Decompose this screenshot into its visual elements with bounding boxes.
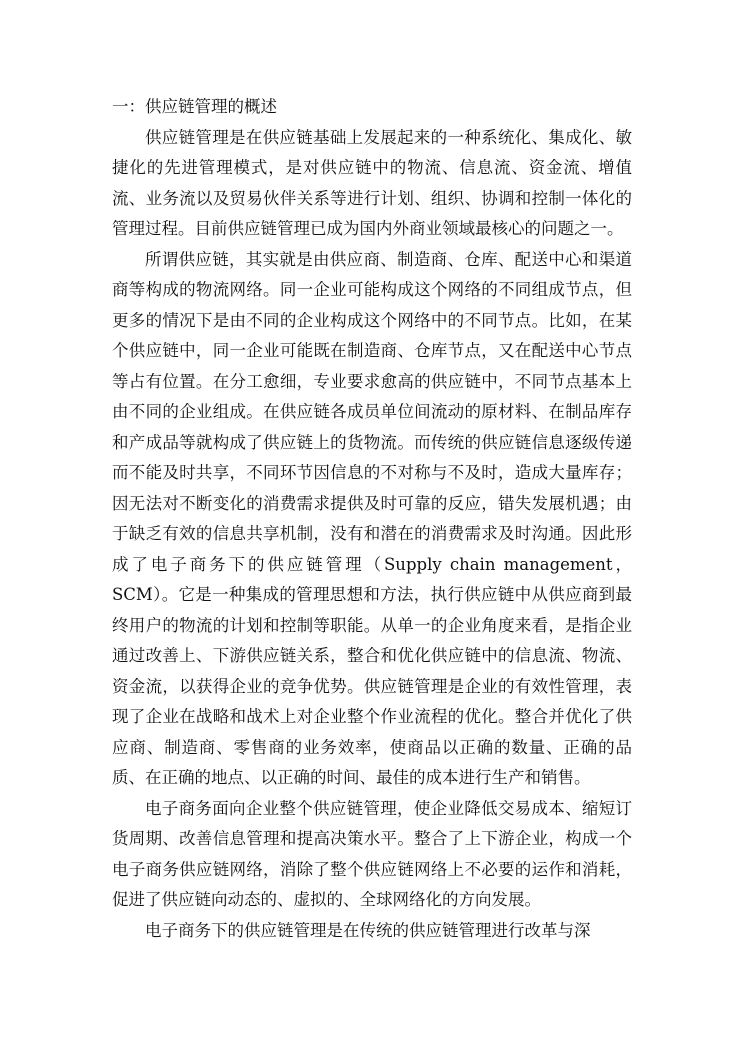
section-heading: 一：供应链管理的概述	[112, 97, 277, 116]
paragraph-4: 电子商务下的供应链管理是在传统的供应链管理进行改革与深	[145, 920, 591, 940]
paragraph-1: 供应链管理是在供应链基础上发展起来的一种系统化、集成化、敏捷化的先进管理模式，是对供应链中的物流、信息流、资金流、增值流、业务流以及贸易伙伴关系等进行计划、组织、协调和控制一体化的管理过程。目前供应链管理已成为国内外商业领域最核心的问题之一。	[112, 127, 632, 238]
paragraph-2: 所谓供应链，其实就是由供应商、制造商、仓库、配送中心和渠道商等构成的物流网络。同一企业可能构成这个网络的不同组成节点，但更多的情况下是由不同的企业构成这个网络中的不同节点。比如，在某个供应链中，同一企业可能既在制造商、仓库节点，又在配送中心节点等占有位置。在分工愈细，专业要求愈高的供应链中，不同节点基本上由不同的企业组成。在供应链各成员单位间流动的原材料、在制品库存和产成品等就构成了供应链上的货物流。而传统的供应链信息逐级传递而不能及时共享，不同环节因信息的不对称与不及时，造成大量库存；因无法对不断变化的消费需求提供及时可靠的反应，错失发展机遇；由于缺乏有效的信息共享机制，没有和潜在的消费需求及时沟通。因此形成了电子商务下的供应链管理（Supply chain management，SCM）。它是一种集成的管理思想和方法，执行供应链中从供应商到最终用户的物流的计划和控制等职能。从单一的企业角度来看，是指企业通过改善上、下游供应链关系，整合和优化供应链中的信息流、物流、资金流，以获得企业的竞争优势。供应链管理是企业的有效性管理，表现了企业在战略和战术上对企业整个作业流程的优化。整合并优化了供应商、制造商、零售商的业务效率，使商品以正确的数量、正确的品质、在正确的地点、以正确的时间、最佳的成本进行生产和销售。	[112, 249, 632, 787]
paragraph-3: 电子商务面向企业整个供应链管理，使企业降低交易成本、缩短订货周期、改善信息管理和提高决策水平。整合了上下游企业，构成一个电子商务供应链网络，消除了整个供应链网络上不必要的运作和消耗，促进了供应链向动态的、虚拟的、全球网络化的方向发展。	[112, 798, 632, 909]
document-body	[112, 92, 632, 946]
